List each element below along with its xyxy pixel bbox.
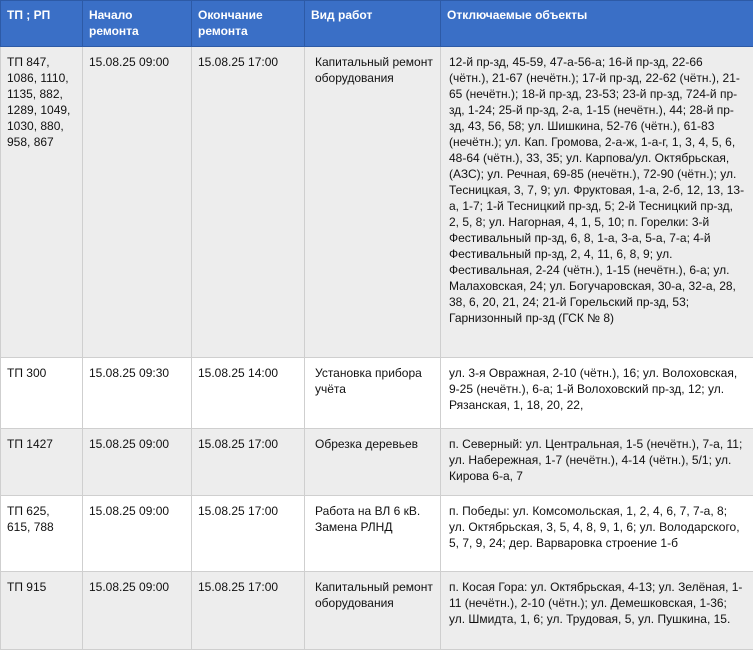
cell-objects: ул. 3-я Овражная, 2-10 (чётн.), 16; ул. Волоховская, 9-25 (нечётн.), 6-а; 1-й Волоховский пр-зд, 12; ул. Рязанская, 1, 18, 20, 22, (441, 358, 753, 429)
cell-work-type: Работа на ВЛ 6 кВ. Замена РЛНД (305, 496, 441, 572)
cell-work-type: Капитальный ремонт оборудования (305, 47, 441, 358)
header-tp: ТП ; РП (1, 1, 83, 47)
cell-start: 15.08.25 09:00 (83, 47, 192, 358)
cell-end: 15.08.25 17:00 (192, 496, 305, 572)
cell-end: 15.08.25 14:00 (192, 358, 305, 429)
cell-objects: 12-й пр-зд, 45-59, 47-а-56-а; 16-й пр-зд, 22-66 (чётн.), 21-67 (нечётн.); 17-й пр-зд, 22-62 (чётн.), 21-65 (нечётн.); 18-й пр-зд, 23-53; 23-й пр-зд, 724-й пр-зд, 1-24; 25-й пр-зд, 2-а, 1-15 (нечётн.), 44; 28-й пр-зд, 43, 56, 58; ул. Шишкина, 52-76 (чётн.), 61-83 (нечётн.); ул. Кап. Громова, 2-а-ж, 1-а-г, 1, 3, 4, 5, 6, 48-64 (чётн.), 33, 35; ул. Карпова/ул. Октябрьская, (АЗС); ул. Речная, 69-85 (нечётн.), 72-90 (чётн.); ул. Тесницкая, 3, 7, 9; ул. Фруктовая, 1-а, 2-б, 12, 13, 13-а, 1-7; 1-й Тесницкий пр-зд, 5; 2-й Тесницкий пр-зд, 2, 5, 8; ул. Нагорная, 4, 1, 5, 10; п. Горелки: 3-й Фестивальный пр-зд, 6, 8, 1-а, 3-а, 5-а, 7-а; 4-й Фестивальный пр-зд, 2, 4, 11, 6, 8, 9; ул. Фестивальная, 2-24 (чётн.), 1-15 (нечётн.), 6-а; ул. Малаховская, 24; ул. Богучаровская, 30-а, 32-а, 28, 38, 6, 20, 21, 24; 21-й Горельский пр-зд, 53; Гарнизонный пр-зд (ГСК № 8) (441, 47, 753, 358)
cell-tp: ТП 300 (1, 358, 83, 429)
cell-tp: ТП 625, 615, 788 (1, 496, 83, 572)
table-row (1, 429, 753, 496)
cell-objects: п. Косая Гора: ул. Октябрьская, 4-13; ул. Зелёная, 1-11 (нечётн.), 2-10 (чётн.); ул. Демешковская, 1-36; ул. Шмидта, 1, 6; ул. Трудовая, 5, ул. Пушкина, 15. (441, 572, 753, 650)
cell-objects: п. Северный: ул. Центральная, 1-5 (нечётн.), 7-а, 11; ул. Набережная, 1-7 (нечётн.), 4-14 (чётн.), 5/1; ул. Кирова 6-а, 7 (441, 429, 753, 496)
cell-start: 15.08.25 09:00 (83, 496, 192, 572)
cell-work-type: Обрезка деревьев (305, 429, 441, 496)
cell-tp: ТП 1427 (1, 429, 83, 496)
header-start: Начало ремонта (83, 1, 192, 47)
table-header-row (1, 1, 753, 47)
header-work-type: Вид работ (305, 1, 441, 47)
cell-tp: ТП 847, 1086, 1110, 1135, 882, 1289, 1049, 1030, 880, 958, 867 (1, 47, 83, 358)
table-row (1, 572, 753, 650)
table-row (1, 496, 753, 572)
cell-work-type: Капитальный ремонт оборудования (305, 572, 441, 650)
cell-end: 15.08.25 17:00 (192, 572, 305, 650)
cell-end: 15.08.25 17:00 (192, 47, 305, 358)
cell-end: 15.08.25 17:00 (192, 429, 305, 496)
cell-tp: ТП 915 (1, 572, 83, 650)
cell-objects: п. Победы: ул. Комсомольская, 1, 2, 4, 6, 7, 7-а, 8; ул. Октябрьская, 3, 5, 4, 8, 9, 1, 6; ул. Володарского, 5, 7, 9, 24; дер. Варваровка строение 1-б (441, 496, 753, 572)
cell-start: 15.08.25 09:00 (83, 429, 192, 496)
cell-work-type: Установка прибора учёта (305, 358, 441, 429)
cell-start: 15.08.25 09:00 (83, 572, 192, 650)
cell-start: 15.08.25 09:30 (83, 358, 192, 429)
header-end: Окончание ремонта (192, 1, 305, 47)
table-row (1, 358, 753, 429)
header-objects: Отключаемые объекты (441, 1, 753, 47)
table-row (1, 47, 753, 358)
